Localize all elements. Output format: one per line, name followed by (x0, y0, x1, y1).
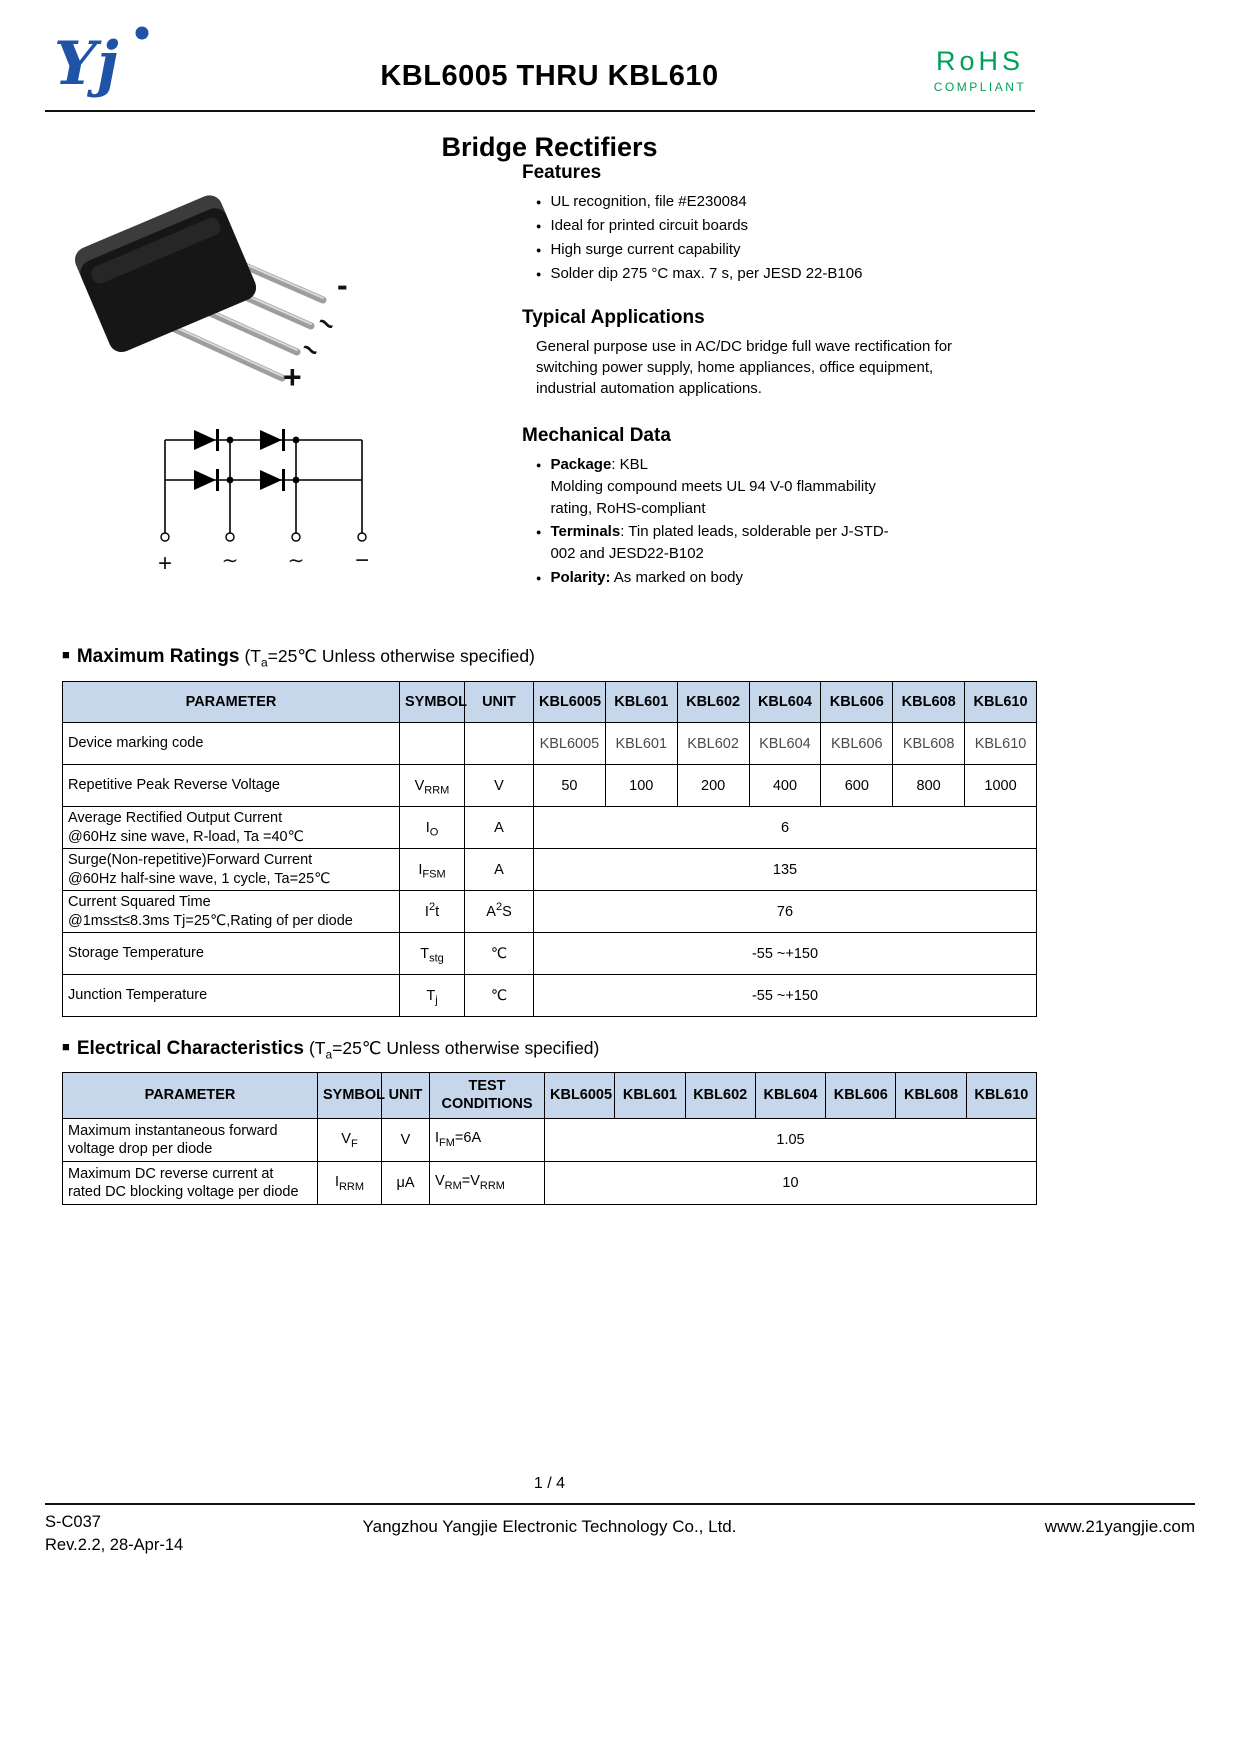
symbol-cell: $T_j$ (400, 975, 465, 1017)
value-cell: 800 (893, 765, 965, 807)
value-cell: 600 (821, 765, 893, 807)
mechanical-text: Package: KBL Molding compound meets UL 94 V-0 flammability rating, RoHS-compliant (550, 456, 876, 517)
value-cell: 100 (605, 765, 677, 807)
value-cell: KBL6005 (534, 723, 606, 765)
rohs-badge (928, 46, 1032, 94)
unit-cell: A (465, 849, 534, 891)
mechanical-heading: Mechanical Data (522, 425, 671, 446)
symbol-cell: $I_{FSM}$ (400, 849, 465, 891)
col-header-model: KBL606 (821, 682, 893, 723)
rohs-label: RoHS (935, 46, 1025, 76)
feature-text: Solder dip 275 °C max. 7 s, per JESD 22-B106 (550, 265, 863, 282)
logo-dot-icon (136, 27, 149, 40)
terminal-plus-label: + (157, 550, 173, 577)
features-heading: Features (522, 162, 602, 183)
bullet-icon: ● (536, 197, 542, 207)
value-cell: 1.05 (545, 1119, 1037, 1162)
col-header-unit: UNIT (465, 682, 534, 723)
bullet-icon: ● (536, 269, 542, 279)
page-title: Bridge Rectifiers (441, 132, 658, 162)
table-row (63, 723, 1037, 765)
right-column (522, 162, 992, 593)
symbol-cell: $T_{stg}$ (400, 933, 465, 975)
feature-item (536, 191, 992, 213)
symbol-cell: $I_{RRM}$ (318, 1162, 382, 1205)
col-header-symbol: SYMBOL (400, 682, 465, 723)
footer-divider (45, 1503, 1195, 1505)
col-header-model: KBL604 (749, 682, 821, 723)
bullet-icon: ● (536, 245, 542, 255)
param-cell: Maximum DC reverse current at rated DC blocking voltage per diode (63, 1162, 318, 1205)
bridge-circuit-diagram (150, 415, 385, 580)
logo-monogram: Yj (54, 29, 119, 99)
mechanical-item (536, 567, 992, 589)
param-cell: Surge(Non-repetitive)Forward Current @60Hz half-sine wave, 1 cycle, Ta=25℃ (63, 849, 400, 891)
value-cell: 1000 (965, 765, 1037, 807)
col-header-model: KBL610 (965, 682, 1037, 723)
electrical-heading: ■ Electrical Characteristics ($T_a=25℃$ Unless otherwise specified) (62, 1038, 600, 1062)
doc-title: KBL6005 THRU KBL610 (380, 60, 719, 92)
table-row (63, 1162, 1037, 1205)
value-cell: KBL604 (749, 723, 821, 765)
bullet-icon: ● (536, 460, 542, 470)
doc-code: S-C037 (45, 1513, 101, 1531)
diode-symbols (194, 429, 299, 491)
value-cell: KBL602 (677, 723, 749, 765)
test-conditions-cell: $I_{FM}=6A$ (430, 1119, 545, 1162)
param-cell: Device marking code (63, 723, 400, 765)
symbol-cell: $V_{RRM}$ (400, 765, 465, 807)
table-row (63, 975, 1037, 1017)
photo-minus-label: - (337, 267, 348, 303)
section-marker-icon: ■ (62, 1039, 70, 1054)
feature-item (536, 239, 992, 261)
value-cell: 200 (677, 765, 749, 807)
col-header-model: KBL608 (896, 1073, 966, 1119)
value-cell: KBL601 (605, 723, 677, 765)
col-header-parameter: PARAMETER (63, 1073, 318, 1119)
terminal-ac1-label: ∼ (221, 550, 239, 572)
value-cell: 50 (534, 765, 606, 807)
table-row (63, 849, 1037, 891)
feature-text: High surge current capability (550, 241, 741, 258)
col-header-model: KBL6005 (534, 682, 606, 723)
unit-cell: A (465, 807, 534, 849)
doc-revision: Rev.2.2, 28-Apr-14 (45, 1536, 184, 1555)
unit-cell: V (465, 765, 534, 807)
col-header-model: KBL601 (615, 1073, 685, 1119)
photo-plus-label: + (283, 359, 302, 395)
col-header-symbol: SYMBOL (318, 1073, 382, 1119)
value-cell: 10 (545, 1162, 1037, 1205)
max-ratings-heading: ■ Maximum Ratings ($T_a=25℃$ Unless otherwise specified) (62, 646, 535, 670)
feature-item (536, 263, 992, 285)
table-row (63, 933, 1037, 975)
value-cell: -55 ~+150 (534, 933, 1037, 975)
footer-company: Yangzhou Yangjie Electronic Technology Co., Ltd. (362, 1517, 737, 1536)
col-header-model: KBL601 (605, 682, 677, 723)
param-cell: Average Rectified Output Current @60Hz sine wave, R-load, Ta =40℃ (63, 807, 400, 849)
photo-ac1-label: ~ (312, 306, 341, 341)
mechanical-item (536, 521, 992, 565)
bullet-icon: ● (536, 221, 542, 231)
rohs-compliant-label: COMPLIANT (933, 80, 1027, 94)
param-cell: Junction Temperature (63, 975, 400, 1017)
mechanical-item (536, 454, 992, 519)
photo-ac2-label: ~ (296, 332, 325, 367)
mechanical-text: Polarity: As marked on body (550, 568, 744, 586)
col-header-model: KBL604 (755, 1073, 825, 1119)
unit-cell (465, 723, 534, 765)
table-row (63, 807, 1037, 849)
table-row (63, 765, 1037, 807)
bullet-icon: ● (536, 527, 542, 538)
symbol-cell: $I^2t$ (400, 891, 465, 933)
table-header-row (63, 1073, 1037, 1119)
col-header-model: KBL602 (677, 682, 749, 723)
unit-cell: ℃ (465, 933, 534, 975)
feature-item (536, 215, 992, 237)
col-header-unit: UNIT (382, 1073, 430, 1119)
unit-cell: ℃ (465, 975, 534, 1017)
param-cell: Maximum instantaneous forward voltage drop per diode (63, 1119, 318, 1162)
mechanical-text: Terminals: Tin plated leads, solderable per J-STD-002 and JESD22-B102 (550, 523, 889, 562)
param-cell: Storage Temperature (63, 933, 400, 975)
value-cell: KBL608 (893, 723, 965, 765)
terminal-minus-label: − (354, 547, 370, 574)
page-number: 1 / 4 (533, 1475, 566, 1492)
col-header-model: KBL610 (966, 1073, 1036, 1119)
unit-cell: V (382, 1119, 430, 1162)
value-cell: 76 (534, 891, 1037, 933)
terminal-ac2-label: ∼ (287, 550, 305, 572)
section-marker-icon: ■ (62, 647, 70, 662)
applications-heading: Typical Applications (522, 307, 705, 328)
unit-cell: $A^2S$ (465, 891, 534, 933)
product-photo (65, 180, 405, 410)
terminal-pins (161, 533, 366, 541)
value-cell: 400 (749, 765, 821, 807)
electrical-table (62, 1072, 1037, 1205)
feature-text: UL recognition, file #E230084 (550, 193, 747, 210)
applications-text: General purpose use in AC/DC bridge full wave rectification for switching power supply, home appliances, office equipment, industrial automation applications. (536, 338, 953, 397)
features-list (522, 191, 992, 285)
value-cell: -55 ~+150 (534, 975, 1037, 1017)
col-header-model: KBL6005 (545, 1073, 615, 1119)
footer-website: www.21yangjie.com (1044, 1517, 1195, 1536)
col-header-test-conditions: TEST CONDITIONS (430, 1073, 545, 1119)
header-divider (45, 110, 1035, 112)
test-conditions-cell: $V_{RM}=V_{RRM}$ (430, 1162, 545, 1205)
value-cell: 6 (534, 807, 1037, 849)
col-header-parameter: PARAMETER (63, 682, 400, 723)
col-header-model: KBL608 (893, 682, 965, 723)
unit-cell: μA (382, 1162, 430, 1205)
max-ratings-table (62, 681, 1037, 1017)
table-row (63, 1119, 1037, 1162)
value-cell: 135 (534, 849, 1037, 891)
symbol-cell: $V_F$ (318, 1119, 382, 1162)
table-row (63, 891, 1037, 933)
col-header-model: KBL602 (685, 1073, 755, 1119)
value-cell: KBL606 (821, 723, 893, 765)
symbol-cell (400, 723, 465, 765)
param-cell: Repetitive Peak Reverse Voltage (63, 765, 400, 807)
mechanical-list (522, 454, 992, 589)
col-header-model: KBL606 (826, 1073, 896, 1119)
feature-text: Ideal for printed circuit boards (550, 217, 749, 234)
package-body (71, 191, 260, 356)
table-header-row (63, 682, 1037, 723)
value-cell: KBL610 (965, 723, 1037, 765)
symbol-cell: $I_O$ (400, 807, 465, 849)
bullet-icon: ● (536, 572, 542, 583)
param-cell: Current Squared Time @1ms≤t≤8.3ms Tj=25℃,Rating of per diode (63, 891, 400, 933)
